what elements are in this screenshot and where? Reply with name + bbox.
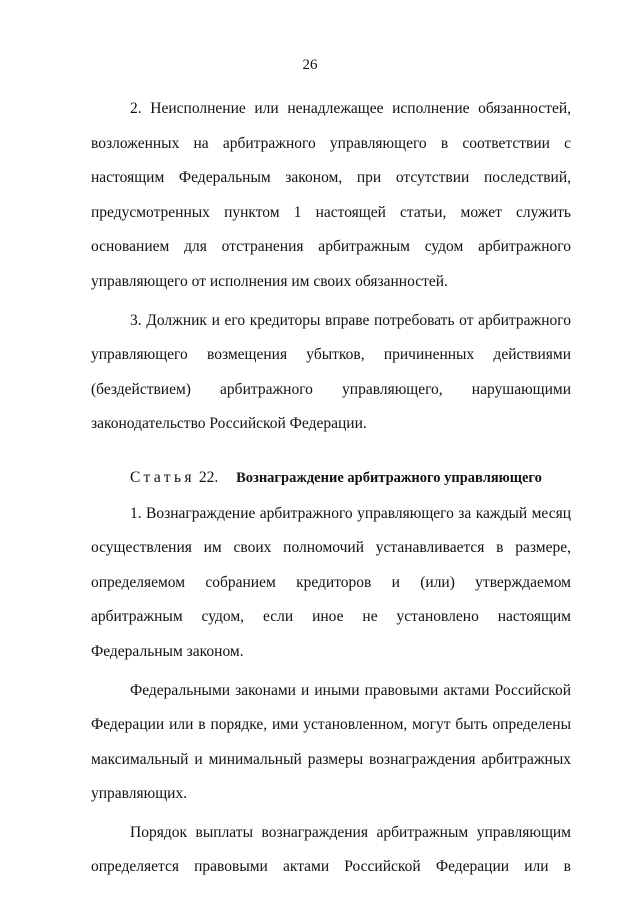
document-body <box>91 92 571 885</box>
page-number: 26 <box>302 57 318 73</box>
paragraph-3: 3. Должник и его кредиторы вправе потребовать от арбитражного управляющего возмещения убытков, причиненных действиями (бездействием) арбитражного управляющего, нарушающими законодательство Российской Федерации. <box>91 311 571 433</box>
article-heading <box>91 461 571 496</box>
article-22-paragraph-3: Порядок выплаты вознаграждения арбитражным управляющим определяется правовыми актами Российской Федерации или в <box>91 823 571 876</box>
article-title: Вознаграждение арбитражного управляющего <box>236 469 542 486</box>
article-22-paragraph-2: Федеральными законами и иными правовыми актами Российской Федерации или в порядке, ими установленном, могут быть определены максимальный и минимальный размеры вознаграждения арбитражных управляющих. <box>91 681 571 803</box>
article-22-paragraph-1: 1. Вознаграждение арбитражного управляющего за каждый месяц осуществления им своих полномочий устанавливается в размере, определяемом собранием кредиторов и (или) утверждаемом арбитражным судом, если иное не установлено настоящим Федеральным законом. <box>91 504 571 660</box>
article-label: Статья <box>130 468 195 486</box>
article-number: 22. <box>198 468 219 486</box>
paragraph-2: 2. Неисполнение или ненадлежащее исполнение обязанностей, возложенных на арбитражного управляющего в соответствии с настоящим Федеральным законом, при отсутствии последствий, предусмотренных пунктом 1 настоящей статьи, может служить основанием для отстранения арбитражным судом арбитражного управляющего от исполнения им своих обязанностей. <box>91 100 571 290</box>
